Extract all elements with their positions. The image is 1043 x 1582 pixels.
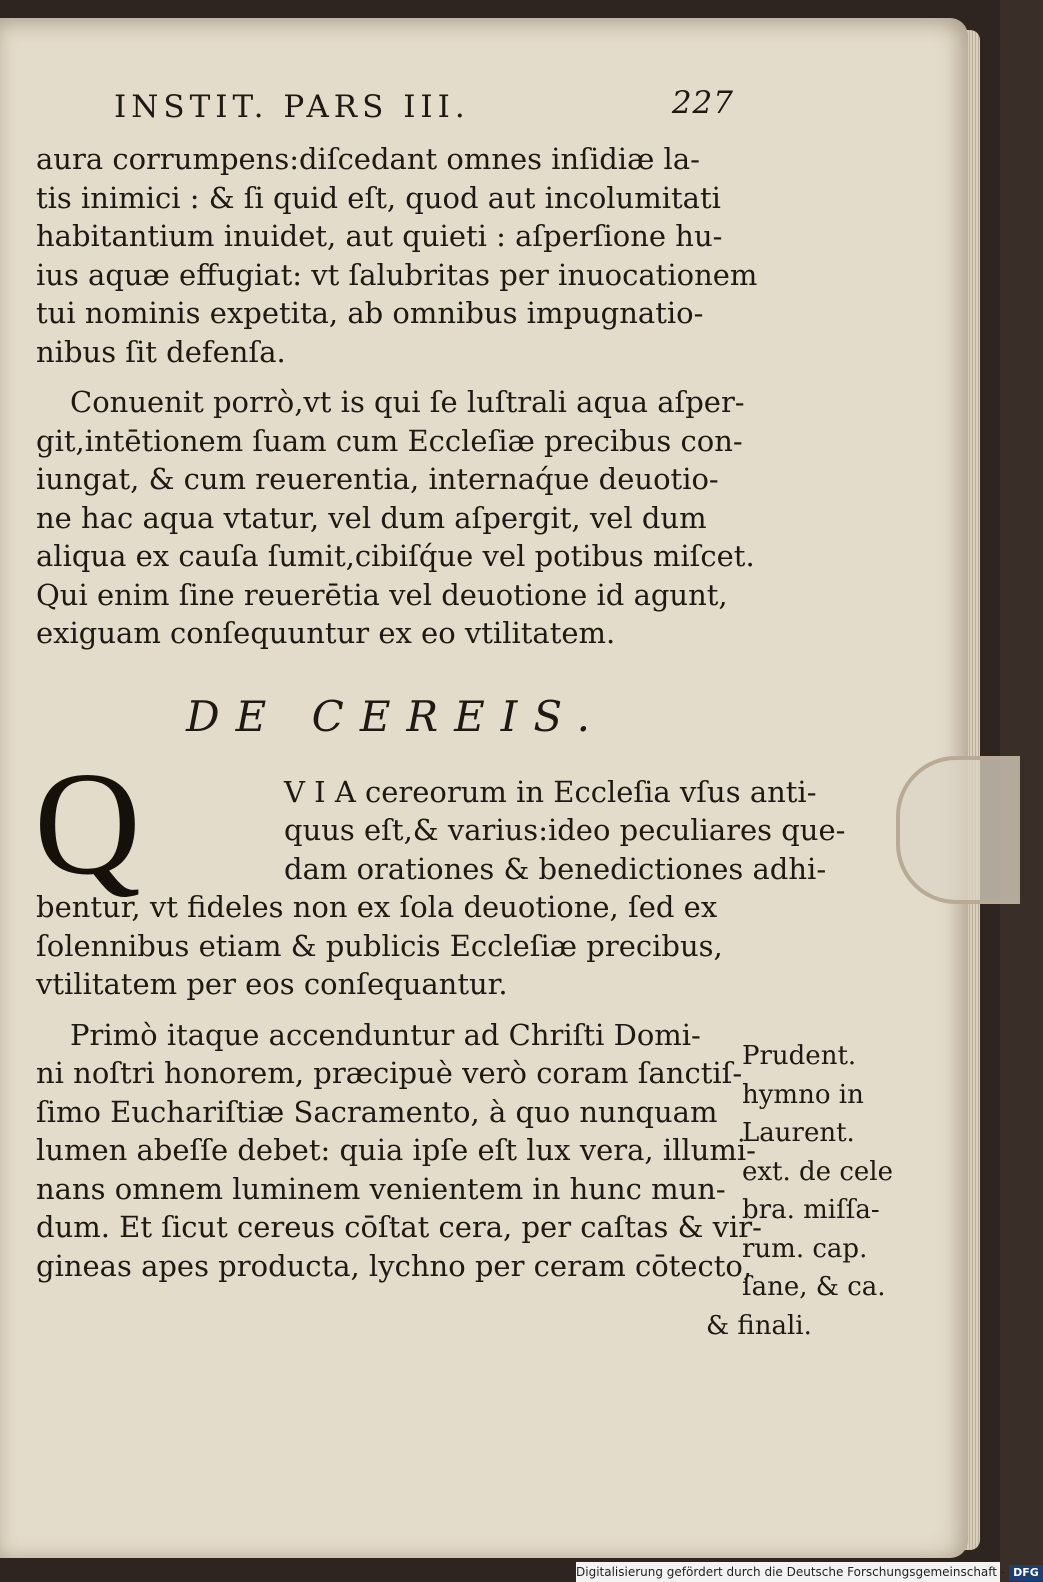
text-line: ne hac aqua vtatur, vel dum aſpergit, vel dum: [36, 500, 707, 535]
text-line: quus eſt,& varius:ideo peculiares que-: [284, 813, 846, 847]
marginal-line: ſane, & ca.: [742, 1272, 886, 1302]
text-line: dam orationes & benedictiones adhi-: [284, 851, 827, 886]
paragraph-4: [36, 1016, 762, 1286]
text-line: iungat, & cum reuerentia, internaq́ue deuotio-: [36, 462, 719, 496]
text-line: dum. Et ſicut cereus cōſtat cera, per caſtas & vir-: [36, 1210, 762, 1244]
text-line: nibus ſit defenſa.: [36, 334, 286, 369]
text-line: bentur, vt fideles non ex ſola deuotione, ſed ex: [36, 890, 718, 924]
running-title: INSTIT. PARS III.: [114, 89, 470, 125]
text-line: lumen abeſſe debet: quia ipſe eſt lux vera, illumi-: [36, 1133, 756, 1167]
text-line: aura corrumpens:diſcedant omnes inſidiæ la-: [36, 142, 700, 176]
marginal-line: & finali.: [706, 1310, 812, 1341]
text-line: ſimo Euchariſtiæ Sacramento, à quo nunquam: [36, 1094, 718, 1129]
marginal-line: Laurent.: [742, 1118, 855, 1148]
text-line: Qui enim ſine reuerētia vel deuotione id agunt,: [36, 577, 728, 612]
text-line: ius aquæ effugiat: vt ſalubritas per inuocationem: [36, 257, 758, 292]
marginal-line: rum. cap.: [742, 1233, 868, 1264]
page-number: 227: [671, 85, 734, 121]
text-line: exiguam conſequuntur ex eo vtilitatem.: [36, 616, 616, 650]
text-line: tui nominis expetita, ab omnibus impugnatio-: [36, 296, 704, 330]
text-line: git,intētionem ſuam cum Eccleſiæ precibus con-: [36, 423, 743, 458]
page-header: [114, 84, 734, 140]
marginal-line: ext. de cele: [742, 1156, 893, 1187]
paragraph-1: [36, 140, 758, 371]
paragraph-3: [34, 741, 846, 1004]
paragraph-2: [36, 383, 755, 653]
marginal-note: [706, 1037, 902, 1345]
text-line: ni noſtri honorem, præcipuè verò coram ſanctiſ-: [36, 1056, 743, 1090]
text-line: Primò itaque accenduntur ad Chriſti Domi-: [70, 1017, 701, 1052]
drop-cap: Q: [34, 741, 141, 906]
text-line: nans omnem luminem venientem in hunc mun-: [36, 1171, 726, 1206]
digitization-footer: [576, 1562, 1039, 1582]
text-line: ſolennibus etiam & publicis Eccleſiæ precibus,: [36, 928, 723, 963]
marginal-line: bra. miſſa-: [742, 1195, 880, 1225]
book-clasp: [896, 756, 1020, 904]
text-line: habitantium inuidet, aut quieti : aſperſione hu-: [36, 219, 723, 253]
footer-text: Digitalisierung gefördert durch die Deutsche Forschungsgemeinschaft -: [576, 1565, 1006, 1579]
marginal-line: Prudent.: [742, 1041, 857, 1071]
dfg-logo: DFG: [1009, 1565, 1043, 1581]
text-line: V I A cereorum in Eccleſia vſus anti-: [284, 774, 817, 809]
text-line: Conuenit porrò,vt is qui ſe luſtrali aqua aſper-: [70, 385, 745, 419]
section-title: DE CEREIS.: [186, 691, 606, 741]
text-line: tis inimici : & ſi quid eſt, quod aut incolumitati: [36, 180, 721, 215]
marginal-line: hymno in: [742, 1079, 864, 1110]
text-line: gineas apes producta, lychno per ceram cōtecto,: [36, 1248, 753, 1283]
text-line: vtilitatem per eos conſequantur.: [36, 967, 508, 1001]
text-line: aliqua ex cauſa ſumit,cibiſq́ue vel potibus miſcet.: [36, 539, 755, 573]
